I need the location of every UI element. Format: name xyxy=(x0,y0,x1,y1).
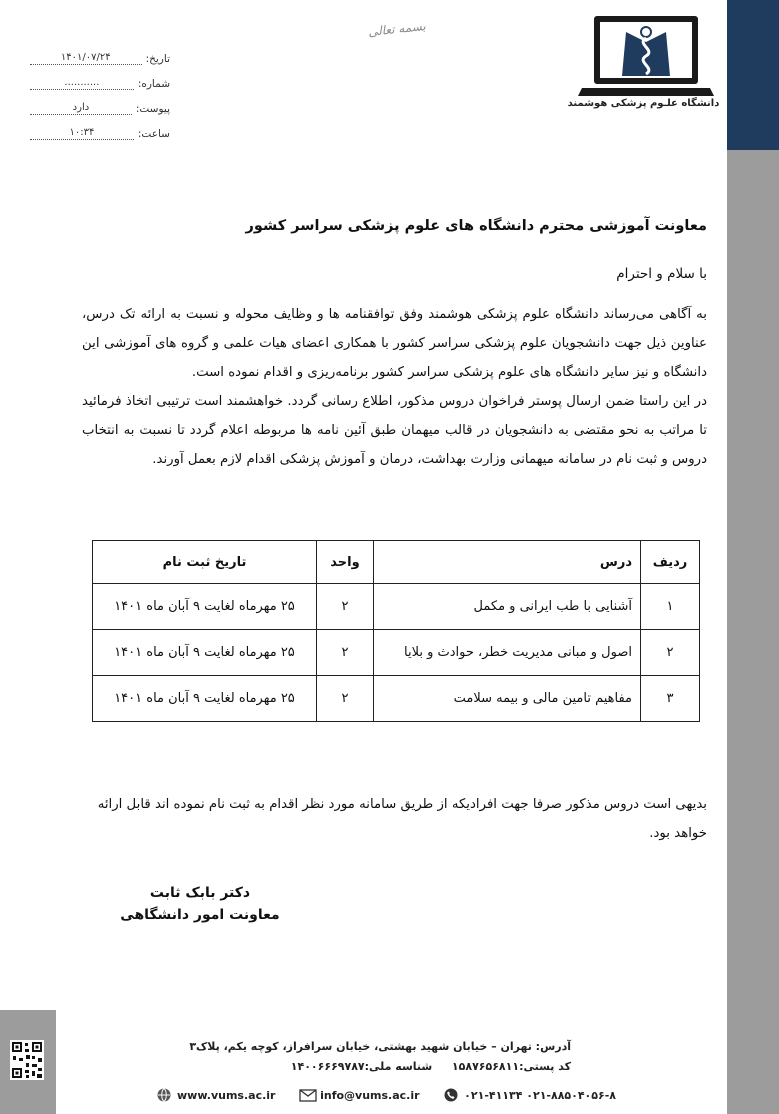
letter-closing: بدیهی است دروس مذکور صرفا جهت افرادیکه از طریق سامانه مورد نظر اقدام به ثبت نام نموده اند قابل ارائه خواهد بود. xyxy=(97,797,707,841)
letter-meta xyxy=(30,40,170,140)
meta-attachment-label: پیوست: xyxy=(135,103,170,115)
signature-block xyxy=(120,882,280,926)
letter-body xyxy=(82,300,707,474)
row-number: ۲ xyxy=(641,630,700,676)
course-units: ۲ xyxy=(317,676,374,722)
meta-date-label: تاریخ: xyxy=(145,53,170,65)
row-number: ۳ xyxy=(641,676,700,722)
course-units: ۲ xyxy=(317,584,374,630)
bismillah-heading: بسمه تعالی xyxy=(367,19,427,39)
meta-time-value: ۱۰:۳۴ xyxy=(30,127,134,140)
header-registration-date: تاریخ ثبت نام xyxy=(93,541,317,584)
phone-icon xyxy=(443,1087,459,1103)
side-color-bar xyxy=(727,0,779,1114)
meta-time-label: ساعت: xyxy=(137,128,170,140)
footer-ids xyxy=(291,1060,571,1073)
signer-title: معاونت امور دانشگاهی xyxy=(120,907,280,923)
side-accent-block xyxy=(727,0,779,150)
registration-date: ۲۵ مهرماه لغایت ۹ آبان ماه ۱۴۰۱ xyxy=(93,676,317,722)
meta-date xyxy=(30,40,170,65)
logo-caption: دانشگاه علـوم پزشکی هوشمند xyxy=(567,98,720,109)
letter-addressee: معاونت آموزشی محترم دانشگاه های علوم پزشکی سراسر کشور xyxy=(245,218,707,234)
footer-national-id: شناسه ملی:۱۴۰۰۶۶۶۹۷۸۷ xyxy=(290,1060,433,1073)
header-units: واحد xyxy=(317,541,374,584)
meta-time xyxy=(30,115,170,140)
registration-date: ۲۵ مهرماه لغایت ۹ آبان ماه ۱۴۰۱ xyxy=(93,630,317,676)
table-row xyxy=(93,584,700,630)
meta-number-label: شماره: xyxy=(137,78,170,90)
table-row xyxy=(93,630,700,676)
footer-postal-code: کد پستی:۱۵۸۷۶۵۶۸۱۱ xyxy=(451,1060,571,1073)
globe-icon xyxy=(156,1087,172,1103)
website-link[interactable]: www.vums.ac.ir xyxy=(177,1088,276,1102)
course-name: آشنایی با طب ایرانی و مکمل xyxy=(374,584,641,630)
meta-number-value: ........... xyxy=(30,77,134,90)
header-row-number: ردیف xyxy=(641,541,700,584)
footer-phone[interactable] xyxy=(443,1087,616,1103)
footer-address: آدرس: تهران – خیابان شهید بهشتی، خیابان سرافراز، کوچه یکم، پلاک۳ xyxy=(189,1040,571,1053)
course-name: اصول و مبانی مدیریت خطر، حوادث و بلایا xyxy=(374,630,641,676)
row-number: ۱ xyxy=(641,584,700,630)
footer-contacts xyxy=(156,1086,616,1104)
body-paragraph-1: به آگاهی می‌رساند دانشگاه علوم پزشکی هوشمند وفق توافقنامه ها و وظایف محوله و نسبت به ارائه تک درس، عناوین ذیل جهت دانشجویان علوم پزشکی سراسر کشور با همکاری اعضای هیات علمی و گروه های آموزشی این دانشگاه و نیز سایر دانشگاه های علوم پزشکی سراسر کشور برنامه‌ریزی و اقدام نموده است. xyxy=(82,307,707,380)
footer-email[interactable] xyxy=(299,1087,419,1103)
courses-table xyxy=(92,540,700,722)
registration-date: ۲۵ مهرماه لغایت ۹ آبان ماه ۱۴۰۱ xyxy=(93,584,317,630)
table-header-row xyxy=(93,541,700,584)
qr-code-icon xyxy=(10,1040,44,1080)
phone-numbers: ۰۲۱-۴۱۱۳۴ ۰۲۱-۸۸۵۰۴۰۵۶-۸ xyxy=(464,1088,616,1102)
meta-number xyxy=(30,65,170,90)
table-row xyxy=(93,676,700,722)
letter-greeting: با سلام و احترام xyxy=(616,266,707,282)
course-units: ۲ xyxy=(317,630,374,676)
signer-name: دکتر بابک ثابت xyxy=(149,885,251,901)
footer-website[interactable] xyxy=(156,1087,275,1103)
meta-attachment-value: دارد xyxy=(30,102,132,115)
email-link[interactable]: info@vums.ac.ir xyxy=(320,1088,420,1102)
body-paragraph-2: در این راستا ضمن ارسال پوستر فراخوان دروس مذکور، اطلاع رسانی گردد. خواهشمند است ترتیبی اتخاذ فرمائید تا مراتب به نحو مقتضی به دانشجویان در قالب میهمان طبق آئین نامه ها مربوطه اعلام گردد تا نسبت به انتخاب دروس و ثبت نام در سامانه میهمانی وزارت بهداشت، درمان و آموزش پزشکی اقدام لازم بعمل آورند. xyxy=(82,394,707,467)
meta-date-value: ۱۴۰۱/۰۷/۲۴ xyxy=(30,52,142,65)
meta-attachment xyxy=(30,90,170,115)
course-name: مفاهیم تامین مالی و بیمه سلامت xyxy=(374,676,641,722)
envelope-icon xyxy=(299,1087,315,1103)
header-course: درس xyxy=(374,541,641,584)
